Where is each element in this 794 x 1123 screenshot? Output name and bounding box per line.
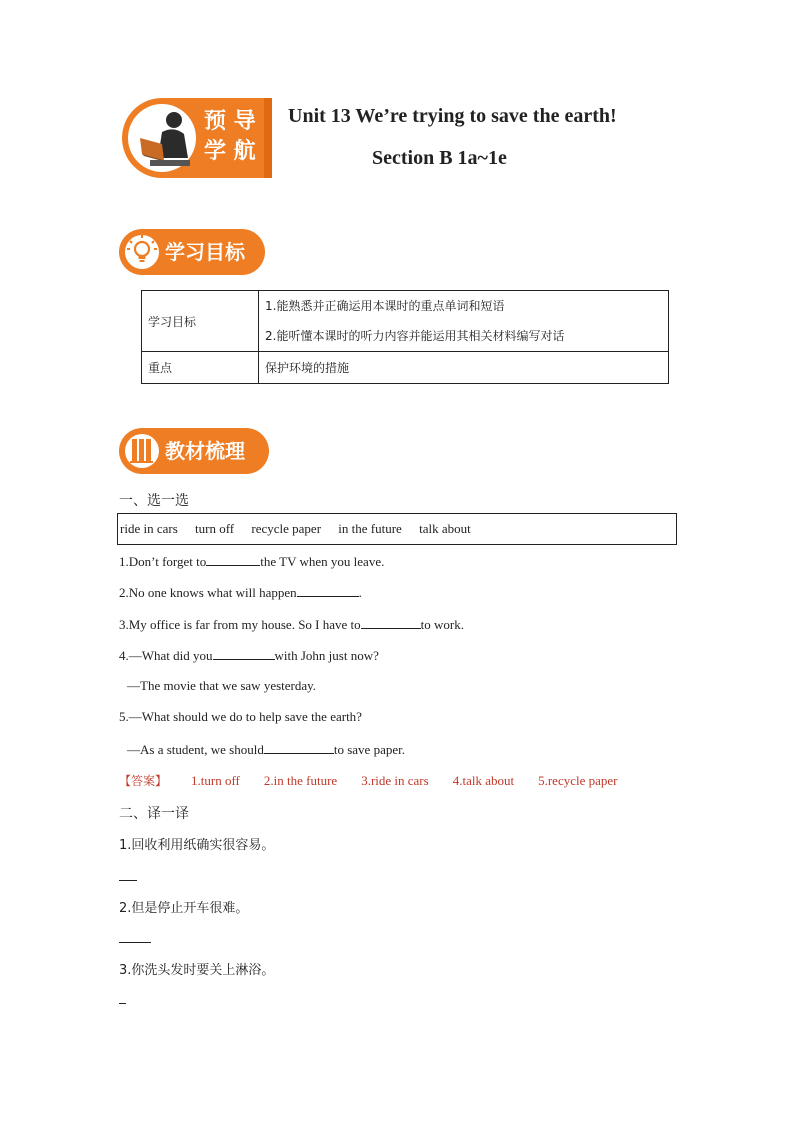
answer-item: 3.ride in cars bbox=[361, 773, 429, 788]
badge-line-1: 预 导 bbox=[204, 109, 256, 134]
answer-item: 4.talk about bbox=[452, 773, 515, 788]
word-bank bbox=[117, 513, 677, 545]
answer-tag: 【答案】 bbox=[119, 774, 168, 788]
table-row bbox=[142, 352, 669, 384]
translate-item-2: 2.但是停止开车很难。 bbox=[119, 901, 249, 916]
question-2 bbox=[119, 584, 362, 601]
books-icon bbox=[130, 439, 153, 463]
answer-line[interactable] bbox=[119, 880, 137, 881]
question-4 bbox=[119, 647, 379, 664]
answer-line[interactable] bbox=[119, 942, 151, 943]
table-cell-key: 重点 bbox=[142, 352, 259, 384]
answer-item: 1.turn off bbox=[191, 773, 240, 788]
part1-heading: 一、选一选 bbox=[119, 493, 189, 509]
question-text: to work. bbox=[420, 617, 464, 632]
question-1 bbox=[119, 553, 384, 570]
question-text: . bbox=[358, 585, 362, 600]
answer-key bbox=[119, 772, 617, 789]
translate-item-3: 3.你洗头发时要关上淋浴。 bbox=[119, 963, 275, 978]
objectives-table bbox=[141, 290, 669, 384]
question-text: 4.—What did you bbox=[119, 648, 213, 663]
section-goals-label: 学习目标 bbox=[165, 240, 245, 264]
page-title: Unit 13 We’re trying to save the earth! bbox=[288, 105, 617, 127]
answer-blank[interactable] bbox=[361, 616, 421, 629]
question-5-reply bbox=[127, 741, 405, 758]
question-4-reply: —The movie that we saw yesterday. bbox=[127, 678, 317, 693]
badge-line-2: 学 航 bbox=[204, 139, 256, 164]
word-option: talk about bbox=[419, 521, 471, 536]
answer-item: 5.recycle paper bbox=[538, 773, 618, 788]
question-text: 2.No one knows what will happen bbox=[119, 585, 297, 600]
answer-blank[interactable] bbox=[264, 741, 334, 754]
translate-item-1: 1.回收利用纸确实很容易。 bbox=[119, 838, 275, 853]
answer-blank[interactable] bbox=[297, 584, 359, 597]
word-option: turn off bbox=[195, 521, 235, 536]
table-cell-key: 学习目标 bbox=[142, 291, 259, 352]
page-subtitle: Section B 1a~1e bbox=[372, 147, 507, 169]
word-option: ride in cars bbox=[120, 521, 178, 536]
objective-line-1: 1.能熟悉并正确运用本课时的重点单词和短语 bbox=[265, 299, 505, 313]
part2-heading: 二、译一译 bbox=[119, 806, 189, 822]
header-badge bbox=[122, 98, 272, 178]
question-3 bbox=[119, 616, 464, 633]
answer-item: 2.in the future bbox=[263, 773, 338, 788]
answer-blank[interactable] bbox=[206, 553, 260, 566]
section-goals-header bbox=[119, 229, 265, 275]
question-text: —As a student, we should bbox=[127, 742, 264, 757]
question-text: 1.Don’t forget to bbox=[119, 554, 207, 569]
table-cell-value bbox=[259, 291, 669, 352]
question-text: with John just now? bbox=[274, 648, 379, 663]
question-text: 3.My office is far from my house. So I have to bbox=[119, 617, 361, 632]
table-cell-value: 保护环境的措施 bbox=[259, 352, 669, 384]
answer-line[interactable] bbox=[119, 1003, 126, 1004]
word-option: recycle paper bbox=[251, 521, 322, 536]
question-5: 5.—What should we do to help save the earth? bbox=[119, 709, 362, 724]
section-materials-header bbox=[119, 428, 269, 474]
section-materials-label: 教材梳理 bbox=[165, 439, 245, 463]
answer-blank[interactable] bbox=[213, 647, 275, 660]
question-text: to save paper. bbox=[333, 742, 405, 757]
objective-line-2: 2.能听懂本课时的听力内容并能运用其相关材料编写对话 bbox=[265, 329, 565, 343]
word-option: in the future bbox=[338, 521, 402, 536]
question-text: the TV when you leave. bbox=[260, 554, 385, 569]
table-row bbox=[142, 291, 669, 352]
